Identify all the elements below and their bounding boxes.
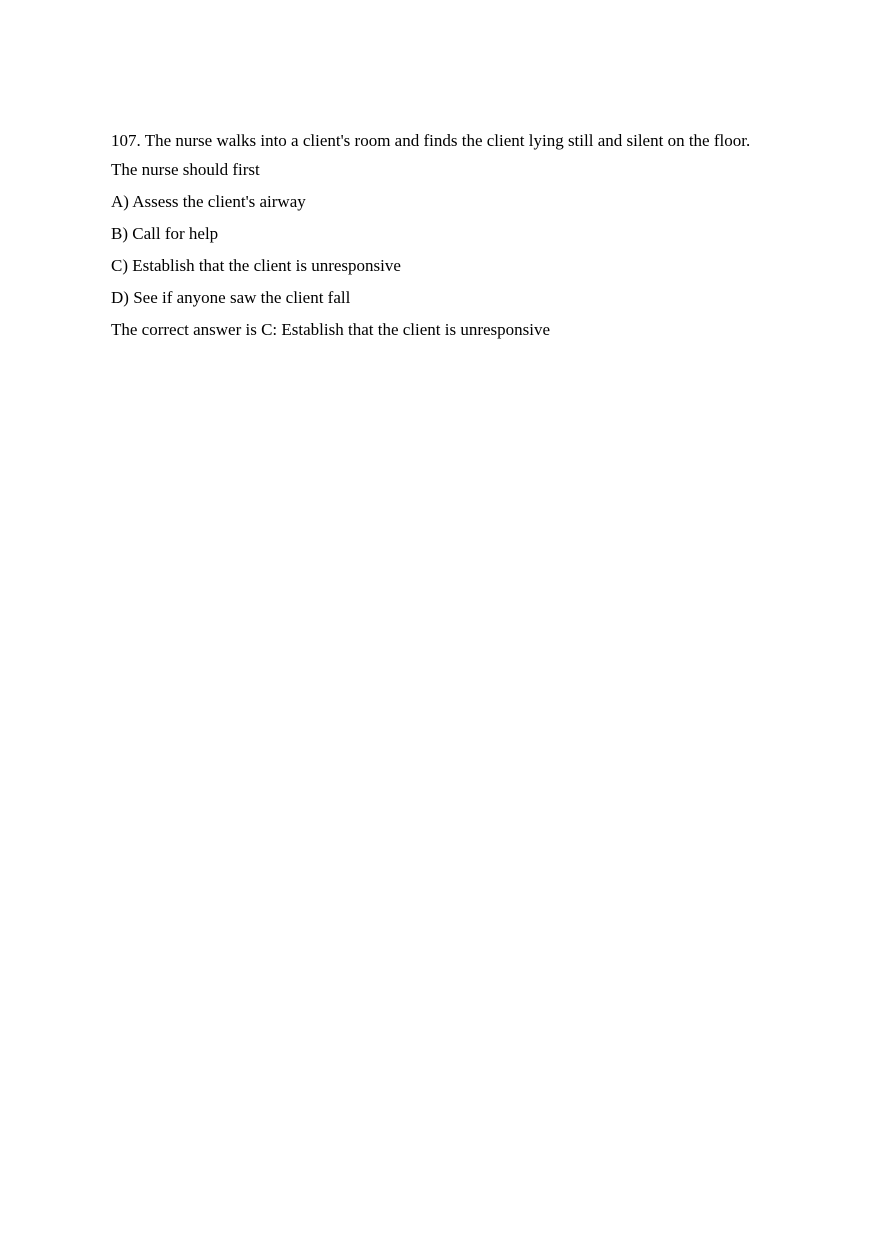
question-text: 107. The nurse walks into a client's room and finds the client lying still and silent on the floor. The nurse should first [111,131,751,179]
correct-answer: The correct answer is C: Establish that the client is unresponsive [111,320,551,339]
option-b: B) Call for help [111,224,219,243]
option-c: C) Establish that the client is unresponsive [111,256,401,275]
question-block [111,126,771,346]
option-d: D) See if anyone saw the client fall [111,288,351,307]
option-a: A) Assess the client's airway [111,192,306,211]
